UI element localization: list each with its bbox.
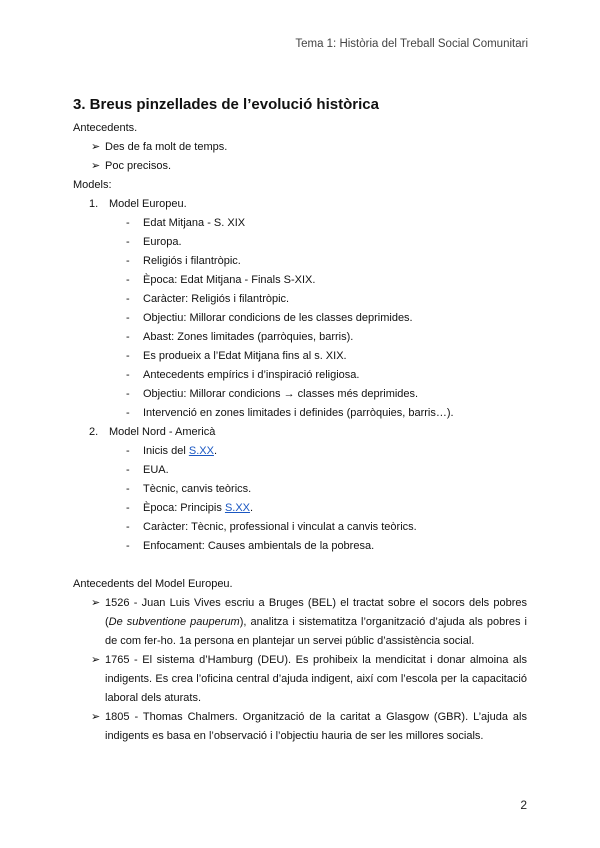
arrow-bullet-icon: ➢ [91,597,101,609]
list-item: - Època: Principis S.XX. [73,499,527,518]
list-item: - Caràcter: Religiós i filantròpic. [73,290,527,309]
list-item: ➢ 1805 - Thomas Chalmers. Organització de la caritat a Glasgow (GBR). L’ajuda als indigents es basa en l’observació i l’objectiu hauria de ser les millores socials. [73,708,527,746]
dash-bullet-icon: - [126,350,130,362]
europe-antecedents-label: Antecedents del Model Europeu. [73,578,233,590]
dash-bullet-icon: - [126,369,130,381]
list-item: - Abast: Zones limitades (parròquies, barris). [73,328,527,347]
list-item: - Intervenció en zones limitades i definides (parròquies, barris…). [73,404,527,423]
dash-bullet-icon: - [126,445,130,457]
list-item: - Antecedents empírics i d’inspiració religiosa. [73,366,527,385]
page-number: 2 [520,798,527,812]
dash-bullet-icon: - [126,312,130,324]
arrow-bullet-icon: ➢ [91,141,101,153]
document-body [73,95,527,746]
dash-bullet-icon: - [126,521,130,533]
dash-bullet-icon: - [126,217,130,229]
list-item: - Enfocament: Causes ambientals de la pobresa. [73,537,527,556]
dash-bullet-icon: - [126,464,130,476]
list-item: - Religiós i filantròpic. [73,252,527,271]
dash-bullet-icon: - [126,388,130,400]
antecedents-label: Antecedents. [73,122,138,134]
list-item: - EUA. [73,461,527,480]
dash-bullet-icon: - [126,540,130,552]
sxx-link[interactable]: S.XX [224,502,251,514]
arrow-bullet-icon: ➢ [91,654,101,666]
list-item: ➢ 1526 - Juan Luis Vives escriu a Bruges (BEL) el tractat sobre el socors dels pobres (De subventione pauperum), analitza i sistematitza l’organització d’ajuda als pobres i de com fer-ho. 1a persona en plantejar un servei públic d’assistència social. [73,594,527,651]
dash-bullet-icon: - [126,483,130,495]
dash-bullet-icon: - [126,236,130,248]
dash-bullet-icon: - [126,407,130,419]
list-item: - Es produeix a l’Edat Mitjana fins al s. XIX. [73,347,527,366]
arrow-bullet-icon: ➢ [91,160,101,172]
list-item: - Tècnic, canvis teòrics. [73,480,527,499]
list-item: - Objectiu: Millorar condicions → classes més deprimides. [73,385,527,404]
list-item: - Inicis del S.XX. [73,442,527,461]
model-heading: 1. Model Europeu. [89,198,187,210]
arrow-bullet-icon: ➢ [91,711,101,723]
list-item: - Edat Mitjana - S. XIX [73,214,527,233]
list-item: - Objectiu: Millorar condicions de les classes deprimides. [73,309,527,328]
dash-bullet-icon: - [126,274,130,286]
sxx-link[interactable]: S.XX [188,445,214,457]
list-item: - Època: Edat Mitjana - Finals S-XIX. [73,271,527,290]
dash-bullet-icon: - [126,293,130,305]
models-label: Models: [73,179,112,191]
list-item: ➢ 1765 - El sistema d’Hamburg (DEU). Es prohibeix la mendicitat i donar almoina als indigents. Es crea l’oficina central d’ajuda indigent, així com l’escola per la capacitació laboral dels aturats. [73,651,527,708]
page-header: Tema 1: Història del Treball Social Comunitari [295,38,528,50]
list-item: - Europa. [73,233,527,252]
model-heading: 2. Model Nord - Americà [89,426,216,438]
section-heading: 3. Breus pinzellades de l’evolució històrica [73,96,379,113]
dash-bullet-icon: - [126,331,130,343]
dash-bullet-icon: - [126,255,130,267]
spacer [73,556,527,575]
list-item: ➢ Poc precisos. [73,157,527,176]
dash-bullet-icon: - [126,502,130,514]
list-item: - Caràcter: Tècnic, professional i vinculat a canvis teòrics. [73,518,527,537]
list-item: ➢ Des de fa molt de temps. [73,138,527,157]
